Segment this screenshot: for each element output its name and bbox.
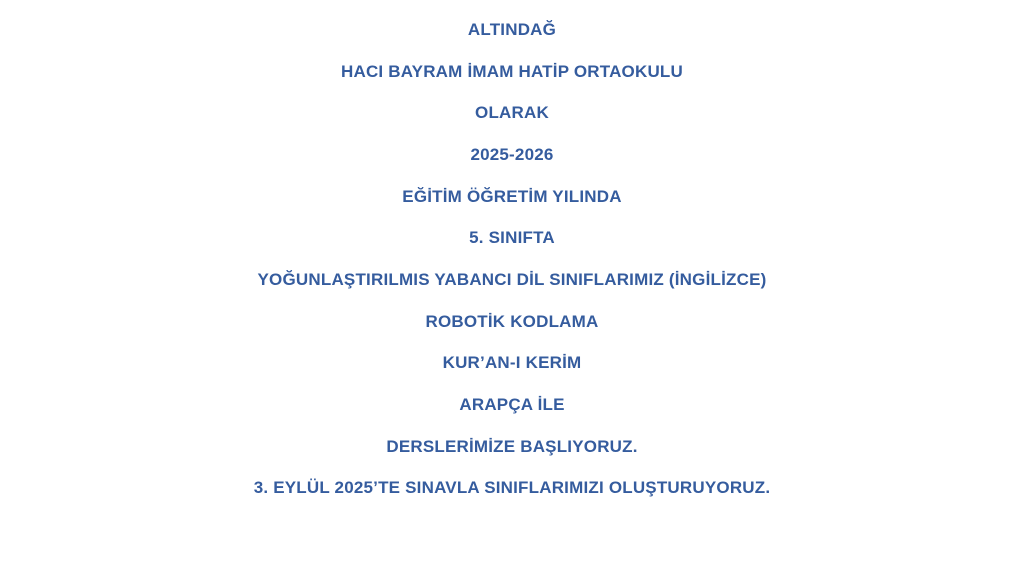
line-school-name: HACI BAYRAM İMAM HATİP ORTAOKULU: [341, 61, 683, 81]
line-grade: 5. SINIFTA: [469, 228, 555, 248]
line-district: ALTINDAĞ: [467, 20, 557, 39]
line-arabic: ARAPÇA İLE: [459, 394, 565, 414]
line-starting-lessons: DERSLERİMİZE BAŞLIYORUZ.: [386, 436, 638, 456]
line-olarak: OLARAK: [475, 103, 549, 123]
line-education-year: EĞİTİM ÖĞRETİM YILINDA: [402, 186, 622, 206]
line-quran: KUR’AN-I KERİM: [442, 353, 582, 373]
line-robotics: ROBOTİK KODLAMA: [425, 311, 599, 331]
line-exam-date: 3. EYLÜL 2025’TE SINAVLA SINIFLARIMIZI OLUŞTURUYORUZ.: [253, 478, 771, 498]
announcement-text-block: [0, 9, 1024, 509]
line-language-classes: YOĞUNLAŞTIRILMIS YABANCI DİL SINIFLARIMIZ (İNGİLİZCE): [257, 269, 767, 289]
line-school-year: 2025-2026: [470, 144, 554, 164]
